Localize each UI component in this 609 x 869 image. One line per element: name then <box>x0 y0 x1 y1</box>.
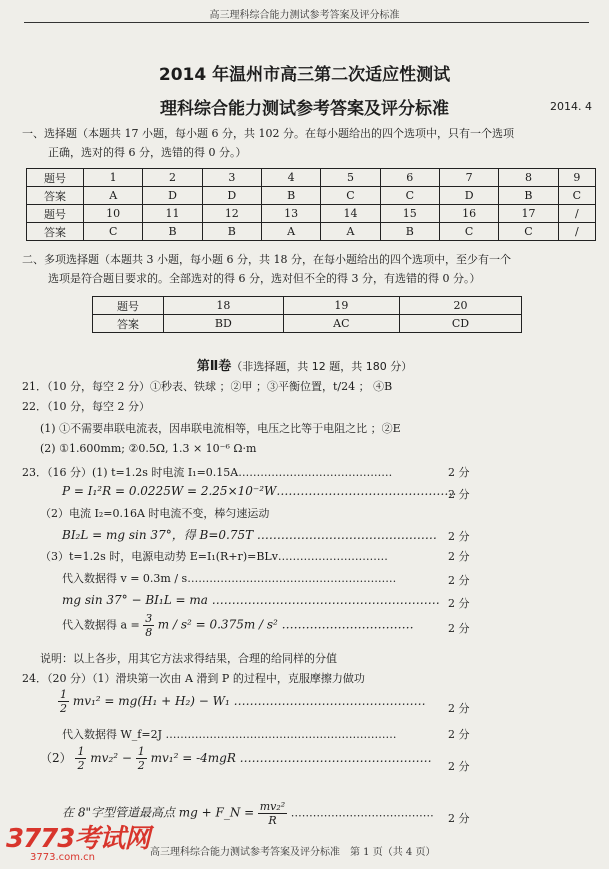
q23-line3: （2）电流 I₂=0.16A 时电流不变，棒匀速运动 <box>40 507 270 520</box>
table-cell: / <box>558 205 595 223</box>
q23-line7: mg sin 37° − BI₁L = ma ………………………………………………… <box>62 593 440 607</box>
q24-line5-prefix: 在 8"字型管道最高点 mg + F_N = <box>62 805 255 820</box>
section2-line1: 二、多项选择题（本题共 3 小题，每小题 6 分，共 18 分，在每小题给出的四个选项中，至少有一个 <box>22 253 511 266</box>
q22-line1: (1) ①不需要串联电流表，因串联电流相等，电压之比等于电阻之比 ；②E <box>40 422 401 435</box>
score-label: 2 分 <box>448 702 470 715</box>
q22-heading: 22．（10 分，每空 2 分） <box>22 400 150 413</box>
table-cell: B <box>143 223 202 241</box>
part2-heading <box>0 355 609 374</box>
table-cell: 10 <box>84 205 143 223</box>
table-cell: C <box>499 223 558 241</box>
fraction-denominator: 2 <box>60 702 67 715</box>
fraction <box>136 745 147 772</box>
fraction-numerator: 3 <box>145 612 153 625</box>
table-cell: A <box>321 223 380 241</box>
q23-line8 <box>62 612 414 639</box>
table-cell: 6 <box>380 169 439 187</box>
fraction <box>143 612 154 639</box>
table-cell: 题号 <box>27 205 84 223</box>
table-cell: A <box>84 187 143 205</box>
score-label: 2 分 <box>448 530 470 543</box>
running-header: 高三理科综合能力测试参考答案及评分标准 <box>209 10 400 21</box>
table-cell: 3 <box>202 169 261 187</box>
table-row <box>93 315 522 333</box>
table-cell: 18 <box>164 297 284 315</box>
document-title: 2014 年温州市高三第二次适应性测试 <box>158 65 451 85</box>
table-cell: B <box>380 223 439 241</box>
fraction-numerator: 1 <box>60 688 67 701</box>
table-cell: 答案 <box>27 187 84 205</box>
fraction-numerator: 1 <box>137 745 145 758</box>
fraction-numerator: mv₂² <box>259 800 286 813</box>
table-cell: D <box>439 187 498 205</box>
score-label: 2 分 <box>448 488 470 501</box>
table-row <box>27 223 596 241</box>
table-cell: 题号 <box>93 297 164 315</box>
table-cell: 1 <box>84 169 143 187</box>
q21-answer: 21．（10 分，每空 2 分）①秒表、铁球 ；②甲 ；③平衡位置，t/24 ； ④B <box>22 380 393 393</box>
table-cell: 7 <box>439 169 498 187</box>
table-row <box>27 169 596 187</box>
table-cell: 15 <box>380 205 439 223</box>
score-label: 2 分 <box>448 622 470 635</box>
table-row <box>27 205 596 223</box>
score-label: 2 分 <box>448 574 470 587</box>
section1-answer-table <box>26 168 596 241</box>
score-label: 2 分 <box>448 728 470 741</box>
fraction-denominator: R <box>268 814 277 827</box>
table-cell: 11 <box>143 205 202 223</box>
table-cell: 16 <box>439 205 498 223</box>
table-cell: 14 <box>321 205 380 223</box>
table-row <box>27 187 596 205</box>
q24-line1: 24．（20 分）（1）滑块第一次由 A 滑到 P 的过程中，克服摩擦力做功 <box>22 672 365 685</box>
table-cell: A <box>261 223 320 241</box>
score-label: 2 分 <box>448 466 470 479</box>
fraction <box>75 745 86 772</box>
site-logo-url: 3773.com.cn <box>30 852 95 863</box>
q23-line2: P = I₁²R = 0.0225W = 2.25×10⁻²W……………………………………… <box>62 484 457 498</box>
section2-answer-table <box>92 296 522 333</box>
fraction-numerator: 1 <box>77 745 85 758</box>
table-cell: 答案 <box>27 223 84 241</box>
part2-note: （非选择题，共 12 题，共 180 分） <box>231 360 413 373</box>
table-cell: B <box>261 187 320 205</box>
fraction-denominator: 2 <box>137 759 145 772</box>
table-cell: 题号 <box>27 169 84 187</box>
q24-line4 <box>40 745 432 772</box>
table-cell: 13 <box>261 205 320 223</box>
table-cell: 19 <box>283 297 399 315</box>
page-footer: 高三理科综合能力测试参考答案及评分标准 第 1 页（共 4 页） <box>150 847 436 858</box>
score-label: 2 分 <box>448 597 470 610</box>
document-subtitle: 理科综合能力测试参考答案及评分标准 <box>160 99 449 119</box>
score-label: 2 分 <box>448 760 470 773</box>
q24-line3: 代入数据得 W_f=2J ……………………………………………………… <box>62 728 397 741</box>
table-cell: C <box>84 223 143 241</box>
q24-line2-expr: mv₁² = mg(H₁ + H₂) − W₁ ………………………………………… <box>72 694 426 708</box>
document-date: 2014. 4 <box>550 100 592 113</box>
q23-line1: 23．（16 分）(1) t=1.2s 时电流 I₁=0.15A…………………………………… <box>22 466 393 479</box>
table-cell: 2 <box>143 169 202 187</box>
table-cell: 5 <box>321 169 380 187</box>
q24-line4-prefix: （2） <box>40 751 72 765</box>
table-cell: B <box>202 223 261 241</box>
q24-line2 <box>58 688 426 715</box>
table-cell: 12 <box>202 205 261 223</box>
q23-note: 说明：以上各步，用其它方法求得结果，合理的给同样的分值 <box>40 652 337 665</box>
site-logo: 3773考试网 <box>6 824 150 854</box>
table-cell: D <box>143 187 202 205</box>
part2-title: 第Ⅱ卷 <box>196 359 232 374</box>
table-cell: B <box>499 187 558 205</box>
table-cell: 17 <box>499 205 558 223</box>
table-cell: 4 <box>261 169 320 187</box>
section2-instructions <box>22 250 511 288</box>
section2-line2: 选项是符合题目要求的。全部选对的得 6 分，选对但不全的得 3 分，有选错的得 0 分。） <box>48 272 481 285</box>
score-label: 2 分 <box>448 812 470 825</box>
q22-line2: (2) ①1.600mm; ②0.5Ω, 1.3 × 10⁻⁶ Ω·m <box>40 442 257 455</box>
fraction <box>58 688 69 715</box>
score-label: 2 分 <box>448 550 470 563</box>
fraction <box>258 800 287 827</box>
table-cell: D <box>202 187 261 205</box>
table-cell: C <box>321 187 380 205</box>
q23-line4: BI₂L = mg sin 37°，得 B=0.75T ……………………………………… <box>62 528 437 542</box>
q24-line4-mid: mv₂² − <box>90 751 132 765</box>
table-cell: 答案 <box>93 315 164 333</box>
section1-line2: 正确，选对的得 6 分，选错的得 0 分。） <box>48 146 247 159</box>
q23-line8-suffix: m / s² = 0.375m / s² …………………………… <box>157 617 414 632</box>
section1-instructions <box>22 124 514 162</box>
section1-line1: 一、选择题（本题共 17 小题，每小题 6 分，共 102 分。在每小题给出的四个选项中，只有一个选项 <box>22 127 514 140</box>
q24-line5-suffix: ………………………………… <box>290 806 434 820</box>
fraction-denominator: 8 <box>145 626 153 639</box>
q23-line8-prefix: 代入数据得 a = <box>62 618 140 632</box>
q23-line6: 代入数据得 v = 0.3m / s………………………………………………… <box>62 572 397 585</box>
table-cell: C <box>380 187 439 205</box>
table-cell: 9 <box>558 169 595 187</box>
table-cell: AC <box>283 315 399 333</box>
table-cell: 20 <box>399 297 521 315</box>
table-cell: CD <box>399 315 521 333</box>
q23-line5: （3）t=1.2s 时，电源电动势 E=I₁(R+r)=BLv………………………… <box>40 550 388 563</box>
table-cell: / <box>558 223 595 241</box>
table-cell: C <box>439 223 498 241</box>
header-rule <box>24 22 589 23</box>
table-row <box>93 297 522 315</box>
fraction-denominator: 2 <box>77 759 85 772</box>
q24-line4-expr: mv₁² = -4mgR ………………………………………… <box>150 751 432 765</box>
table-cell: BD <box>164 315 284 333</box>
table-cell: 8 <box>499 169 558 187</box>
table-cell: C <box>558 187 595 205</box>
